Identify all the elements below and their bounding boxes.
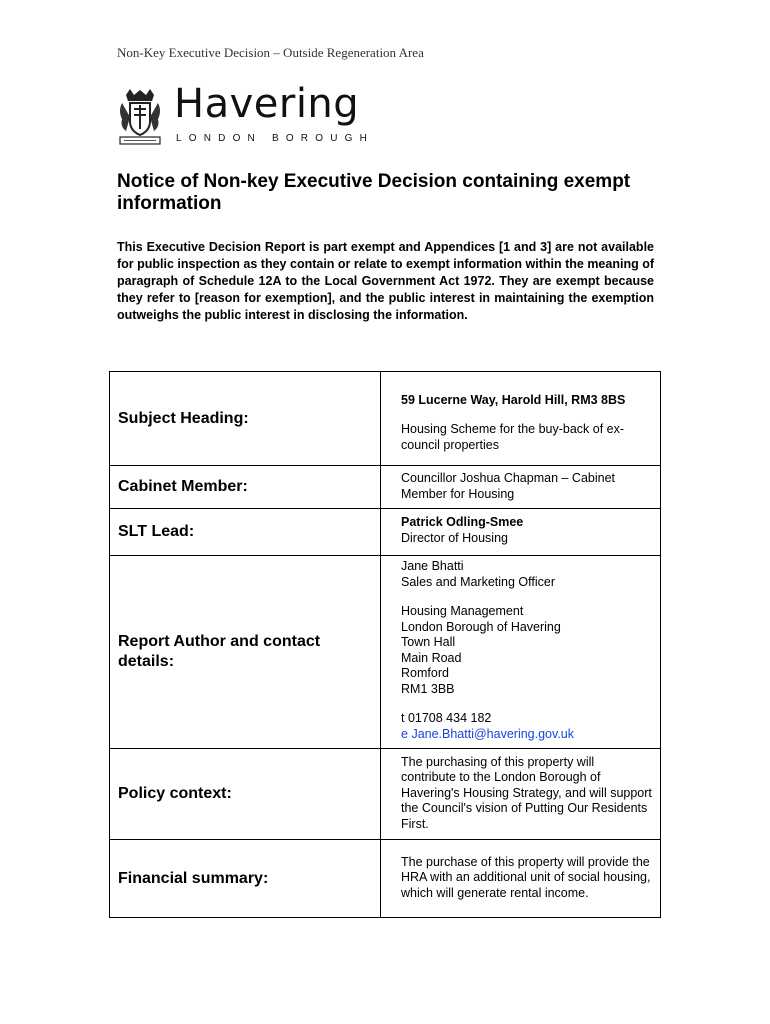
logo-wordmark: Havering xyxy=(174,81,360,127)
slt-lead-role: Director of Housing xyxy=(401,530,508,545)
table-row-subject xyxy=(110,372,661,466)
subject-heading-label: Subject Heading: xyxy=(110,372,381,466)
subject-heading-value xyxy=(381,372,661,466)
slt-lead-value xyxy=(381,509,661,556)
policy-context-value: The purchasing of this property will contribute to the London Borough of Havering's Housing Strategy, and will support the Council's vision of Putting Our Residents First. xyxy=(381,749,661,840)
author-email-link[interactable]: Jane.Bhatti@havering.gov.uk xyxy=(411,726,574,741)
author-address-line: London Borough of Havering xyxy=(401,619,561,634)
report-author-value xyxy=(381,556,661,749)
author-address-line: Town Hall xyxy=(401,635,456,649)
subject-address: 59 Lucerne Way, Harold Hill, RM3 8BS xyxy=(401,392,626,407)
havering-logo xyxy=(116,81,386,149)
author-address-line: Main Road xyxy=(401,650,462,665)
author-name: Jane Bhatti xyxy=(401,559,464,573)
borough-crest-icon xyxy=(116,87,164,147)
cabinet-member-label: Cabinet Member: xyxy=(110,466,381,509)
cabinet-member-value: Councillor Joshua Chapman – Cabinet Member for Housing xyxy=(381,466,661,509)
author-address-line: RM1 3BB xyxy=(401,681,455,696)
subject-description: Housing Scheme for the buy-back of ex-council properties xyxy=(401,422,625,452)
author-email-line xyxy=(401,727,652,743)
financial-summary-label: Financial summary: xyxy=(110,840,381,918)
table-row-cabinet xyxy=(110,466,661,509)
decision-details-table xyxy=(109,371,661,918)
table-row-financial xyxy=(110,840,661,918)
author-phone: t 01708 434 182 xyxy=(401,711,492,725)
table-row-policy xyxy=(110,749,661,840)
author-email-prefix: e xyxy=(401,726,412,741)
author-role: Sales and Marketing Officer xyxy=(401,574,556,589)
running-header: Non-Key Executive Decision – Outside Regeneration Area xyxy=(117,45,424,60)
table-row-slt xyxy=(110,509,661,556)
policy-context-label: Policy context: xyxy=(110,749,381,840)
table-row-author xyxy=(110,556,661,749)
slt-lead-label: SLT Lead: xyxy=(110,509,381,556)
page-title: Notice of Non-key Executive Decision containing exempt information xyxy=(117,171,631,214)
slt-lead-name: Patrick Odling-Smee xyxy=(401,515,524,529)
author-address-line: Housing Management xyxy=(401,604,524,618)
financial-summary-value: The purchase of this property will provide the HRA with an additional unit of social housing, which will generate rental income. xyxy=(381,840,661,918)
report-author-label: Report Author and contact details: xyxy=(110,556,381,749)
author-address-line: Romford xyxy=(401,666,449,680)
exemption-notice: This Executive Decision Report is part exempt and Appendices [1 and 3] are not available for public inspection as they contain or relate to exempt information within the meaning of paragraph of Schedule 12A to the Local Government Act 1972. They are exempt because they refer to [reason for exemption], and the public interest in maintaining the exemption outweighs the public interest in disclosing the information. xyxy=(117,240,654,322)
logo-subtitle: LONDON BOROUGH xyxy=(176,133,375,144)
